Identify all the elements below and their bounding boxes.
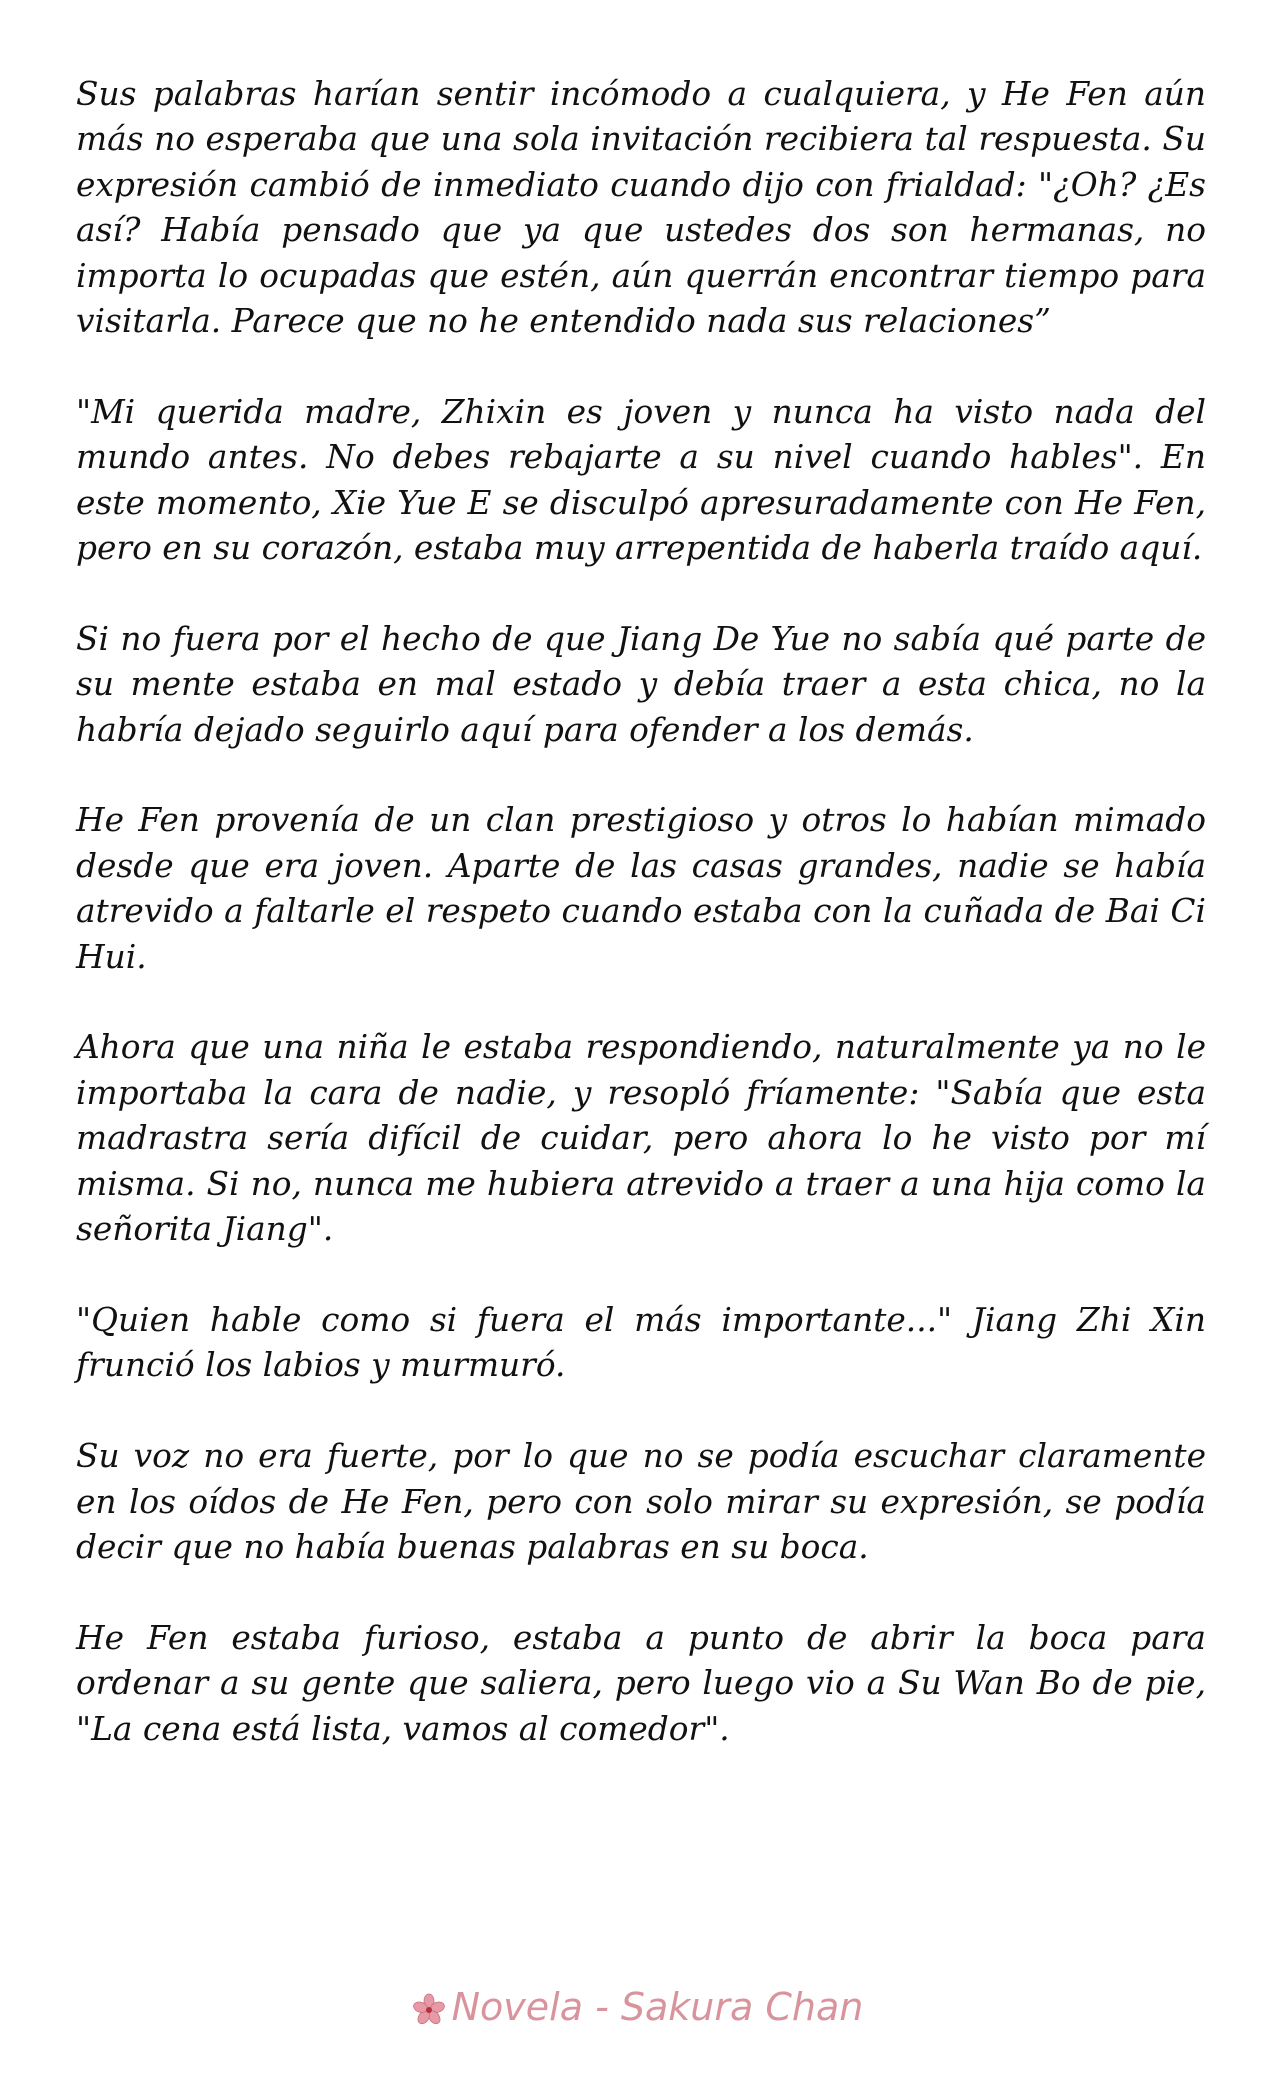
sakura-flower-icon bbox=[412, 1993, 446, 2027]
paragraph-6: "Quien hable como si fuera el más importante..." Jiang Zhi Xin frunció los labios y murmuró. bbox=[76, 1300, 1206, 1385]
paragraph-1: Sus palabras harían sentir incómodo a cualquiera, y He Fen aún más no esperaba que una sola invitación recibiera tal respuesta. Su expresión cambió de inmediato cuando dijo con frialdad: "¿Oh? ¿Es así? Había pensado que ya que ustedes dos son hermanas, no importa lo ocupadas que estén, aún querrán encontrar tiempo para visitarla. Parece que no he entendido nada sus relaciones” bbox=[76, 75, 1206, 341]
paragraph-3: Si no fuera por el hecho de que Jiang De Yue no sabía qué parte de su mente estaba en mal estado y debía traer a esta chica, no la habría dejado seguirlo aquí para ofender a los demás. bbox=[76, 619, 1206, 749]
watermark-text: Novela - Sakura Chan bbox=[451, 1985, 864, 2029]
paragraph-5: Ahora que una niña le estaba respondiendo, naturalmente ya no le importaba la cara de nadie, y resopló fríamente: "Sabía que esta madrastra sería difícil de cuidar, pero ahora lo he visto por mí misma. Si no, nunca me hubiera atrevido a traer a una hija como la señorita Jiang". bbox=[76, 1028, 1206, 1249]
paragraph-7: Su voz no era fuerte, por lo que no se podía escuchar claramente en los oídos de He Fen, pero con solo mirar su expresión, se podía decir que no había buenas palabras en su boca. bbox=[76, 1437, 1206, 1566]
watermark bbox=[0, 1985, 1275, 2029]
paragraph-4: He Fen provenía de un clan prestigioso y otros lo habían mimado desde que era joven. Aparte de las casas grandes, nadie se había atrevido a faltarle el respeto cuando estaba con la cuñada de Bai Ci Hui. bbox=[76, 801, 1206, 976]
paragraph-8: He Fen estaba furioso, estaba a punto de abrir la boca para ordenar a su gente que saliera, pero luego vio a Su Wan Bo de pie, "La cena está lista, vamos al comedor". bbox=[76, 1618, 1206, 1748]
story-text bbox=[76, 72, 1206, 1752]
paragraph-2: "Mi querida madre, Zhixin es joven y nunca ha visto nada del mundo antes. No debes rebajarte a su nivel cuando hables". En este momento, Xie Yue E se disculpó apresuradamente con He Fen, pero en su corazón, estaba muy arrepentida de haberla traído aquí. bbox=[76, 392, 1206, 568]
